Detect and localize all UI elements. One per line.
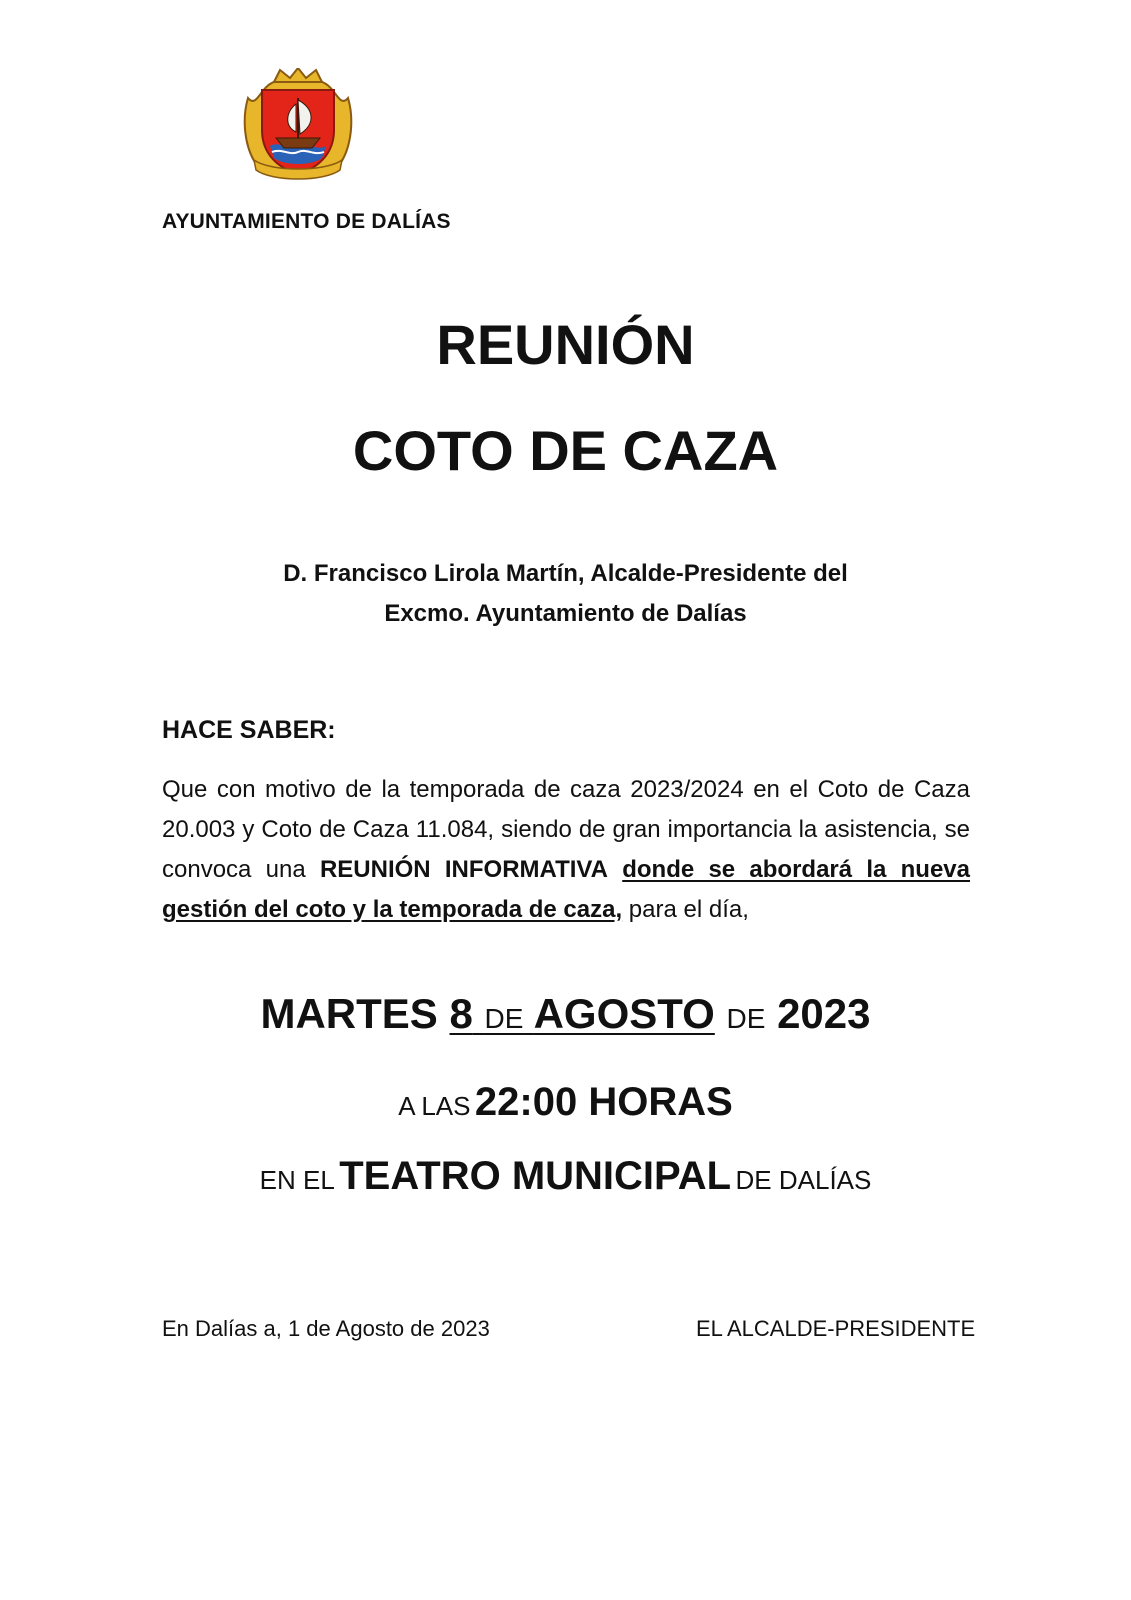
municipal-coat-of-arms-icon: [240, 68, 356, 184]
event-year: 2023: [777, 990, 871, 1037]
body-space: [608, 856, 622, 883]
announcement-heading: HACE SABER:: [162, 716, 336, 744]
event-day: 8: [449, 990, 473, 1037]
event-date: [0, 990, 1131, 1038]
event-place-prefix: EN EL: [259, 1165, 335, 1195]
event-time-value: 22:00 HORAS: [474, 1080, 733, 1124]
body-text-part2: para el día,: [622, 896, 749, 923]
body-bold-meeting: REUNIÓN INFORMATIVA: [319, 856, 608, 883]
title-hunting-reserve: COTO DE CAZA: [352, 419, 779, 482]
body-underlined-text: donde se abordará la nueva gestión del coto y la temporada de caza,: [162, 856, 970, 923]
event-place-name: TEATRO MUNICIPAL: [339, 1154, 732, 1198]
body-text-part1: Que con motivo de la temporada de caza 2023/2024 en el Coto de Caza 20.003 y Coto de Caza 11.084, siendo de gran importancia la asistencia, se convoca una: [162, 776, 970, 883]
footer-date-line: En Dalías a, 1 de Agosto de 2023: [162, 1316, 490, 1341]
event-place: [0, 1154, 1131, 1199]
event-time: [0, 1080, 1131, 1125]
issuer-line-2: Excmo. Ayuntamiento de Dalías: [384, 600, 747, 627]
event-time-prefix: A LAS: [398, 1091, 471, 1121]
event-weekday: MARTES: [260, 990, 438, 1037]
event-month: AGOSTO: [533, 990, 715, 1037]
title-meeting: REUNIÓN: [436, 313, 695, 376]
footer-signatory: EL ALCALDE-PRESIDENTE: [696, 1316, 976, 1341]
event-place-suffix: DE DALÍAS: [735, 1165, 872, 1195]
notice-body: [162, 770, 970, 930]
municipality-name: AYUNTAMIENTO DE DALÍAS: [162, 210, 451, 233]
event-de-1: DE: [484, 1003, 524, 1034]
event-de-2: DE: [726, 1003, 766, 1034]
event-day-month: [450, 990, 715, 1037]
issuer-line-1: D. Francisco Lirola Martín, Alcalde-Presidente del: [283, 560, 848, 587]
